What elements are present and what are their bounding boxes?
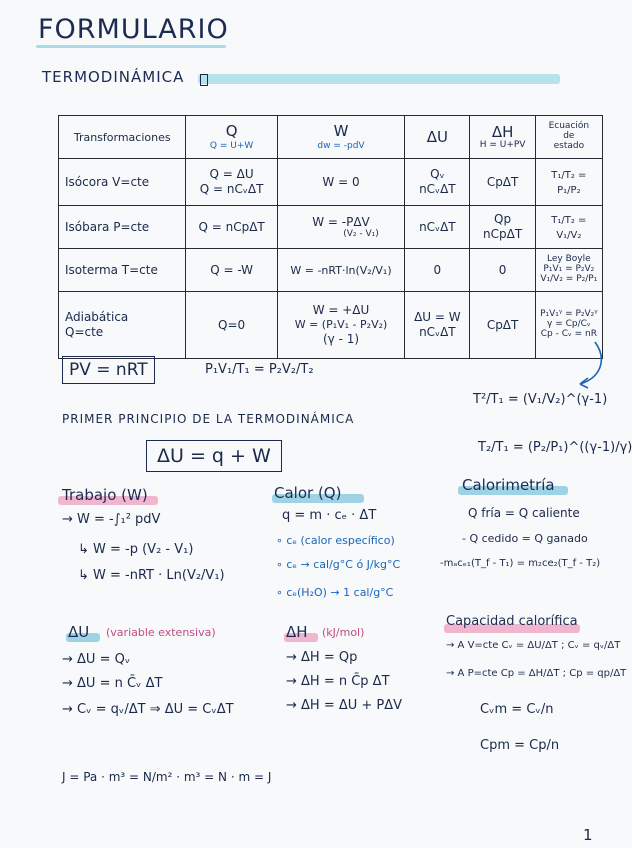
cell-q: Q = -W [186,249,277,292]
dh-line: → ΔH = ΔU + PΔV [286,698,403,713]
adiabatic-tp: T₂/T₁ = (P₂/P₁)^((γ-1)/γ) [478,440,632,455]
first-principle-formula: ΔU = q + W [146,440,282,472]
cell-dh: Qp nCpΔT [470,206,535,249]
cell-dh: CpΔT [470,159,535,206]
du-line: → ΔU = Qᵥ [62,652,131,667]
table-row [59,159,603,206]
cell-dh: 0 [470,249,535,292]
table-row [59,292,603,359]
calorimetria-line: - Q cedido = Q ganado [462,532,588,545]
joule-units: J = Pa · m³ = N/m² · m³ = N · m = J [62,770,272,784]
header-transformaciones: Transformaciones [59,116,186,159]
cell-q: Q = ΔU Q = nCᵥΔT [186,159,277,206]
capacidad-line: Cpm = Cp/n [480,738,560,753]
cell-estado: Ley Boyle P₁V₁ = P₂V₂ V₁/V₂ = P₂/P₁ [535,249,602,292]
cell-q: Q = nCpΔT [186,206,277,249]
page-number: 1 [583,826,593,844]
table-header-row [59,116,603,159]
header-q: Q Q = U+W [186,116,277,159]
trabajo-line: → W = -∫₁² pdV [62,512,161,527]
du-line: → Cᵥ = qᵥ/ΔT ⇒ ΔU = CᵥΔT [62,702,234,717]
cell-w: W = +ΔU W = (P₁V₁ - P₂V₂) (γ - 1) [277,292,404,359]
calor-line: ∘ cₑ(H₂O) → 1 cal/g°C [276,586,394,599]
adiabatic-tv: T²/T₁ = (V₁/V₂)^(γ-1) [473,392,608,407]
cell-w: W = -PΔV (V₂ - V₁) [277,206,404,249]
calor-heading: Calor (Q) [274,484,342,502]
combined-gas-law: P₁V₁/T₁ = P₂V₂/T₂ [205,362,314,377]
capacidad-line: Cᵥm = Cᵥ/n [480,702,554,717]
dh-heading: ΔH [286,623,308,641]
dh-line: → ΔH = Qp [286,650,358,665]
section-marker [200,74,208,86]
cell-estado: T₁/T₂ = V₁/V₂ [535,206,602,249]
calor-line: ∘ cₑ (calor específico) [276,534,395,547]
arrow-icon [560,340,610,390]
capacidad-heading: Capacidad calorífica [446,614,578,629]
calorimetria-line: -mₐcₑ₁(T_f - T₁) = m₂ce₂(T_f - T₂) [440,558,601,569]
row-label: Isócora V=cte [59,159,186,206]
calor-line: q = m · cₑ · ΔT [282,508,377,523]
section-highlight [198,74,560,84]
row-label: Isoterma T=cte [59,249,186,292]
capacidad-line: → A P=cte Cp = ΔH/ΔT ; Cp = qp/ΔT [446,668,627,679]
trabajo-heading: Trabajo (W) [62,486,148,504]
header-dh: ΔH H = U+PV [470,116,535,159]
cell-du: Qᵥ nCᵥΔT [405,159,470,206]
dh-note: (kJ/mol) [322,626,365,639]
row-label: Adiabática Q=cte [59,292,186,359]
cell-q: Q=0 [186,292,277,359]
du-note: (variable extensiva) [106,626,216,639]
header-ecuacion-estado: Ecuación de estado [535,116,602,159]
trabajo-line: ↳ W = -p (V₂ - V₁) [78,542,194,557]
du-line: → ΔU = n C̄ᵥ ΔT [62,676,163,691]
calorimetria-heading: Calorimetría [462,476,555,494]
title-underline [36,45,226,48]
header-w: W dw = -pdV [277,116,404,159]
cell-w: W = 0 [277,159,404,206]
cell-estado: P₁V₁ᵞ = P₂V₂ᵞ γ = Cp/Cᵥ Cp - Cᵥ = nR [535,292,602,359]
page-title: FORMULARIO [38,14,229,45]
cell-du: nCᵥΔT [405,206,470,249]
cell-estado: T₁/T₂ = P₁/P₂ [535,159,602,206]
trabajo-line: ↳ W = -nRT · Ln(V₂/V₁) [78,568,225,583]
cell-du: ΔU = W nCᵥΔT [405,292,470,359]
calor-line: ∘ cₑ → cal/g°C ó J/kg°C [276,558,401,571]
section-title: TERMODINÁMICA [42,68,185,86]
ideal-gas-law: PV = nRT [62,356,155,384]
row-label: Isóbara P=cte [59,206,186,249]
table-row [59,206,603,249]
table-row [59,249,603,292]
du-heading: ΔU [68,623,90,641]
capacidad-line: → A V=cte Cᵥ = ΔU/ΔT ; Cᵥ = qᵥ/ΔT [446,640,621,651]
cell-w: W = -nRT·ln(V₂/V₁) [277,249,404,292]
cell-du: 0 [405,249,470,292]
cell-dh: CpΔT [470,292,535,359]
header-du: ΔU [405,116,470,159]
dh-line: → ΔH = n C̄p ΔT [286,674,390,689]
transformations-table [58,115,603,359]
first-principle-title: PRIMER PRINCIPIO DE LA TERMODINÁMICA [62,412,355,426]
calorimetria-line: Q fría = Q caliente [468,506,580,520]
